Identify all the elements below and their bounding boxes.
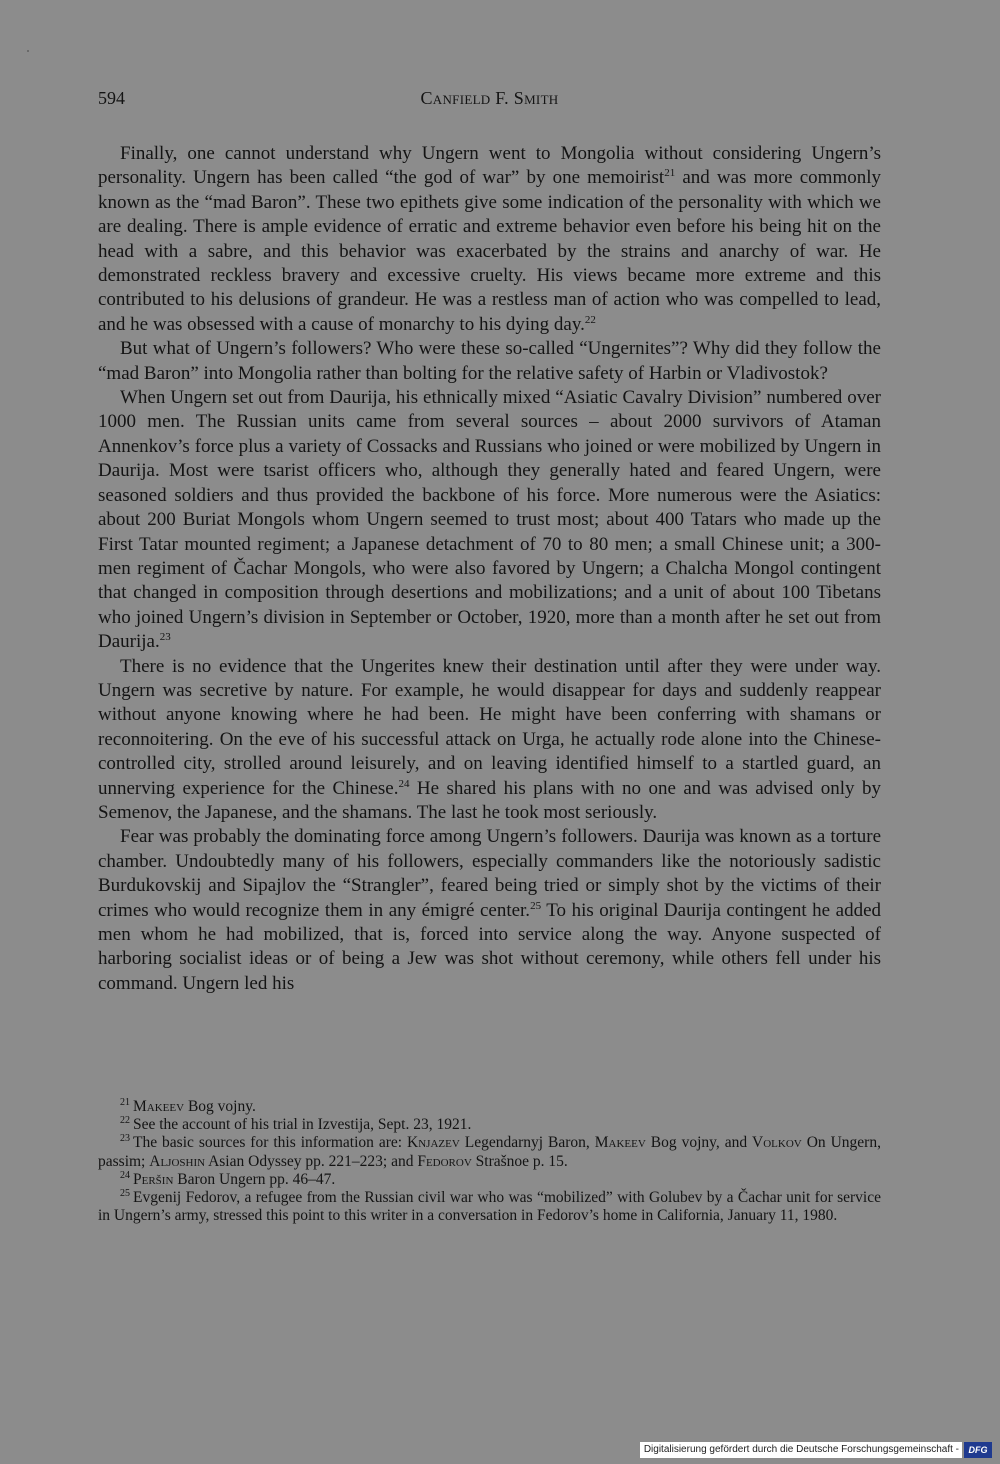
- text-run: Bog vojny.: [184, 1098, 256, 1115]
- page-number: 594: [98, 88, 125, 108]
- author-name: Knjazev: [407, 1134, 460, 1152]
- text-run: Legendarnyj Baron,: [459, 1134, 595, 1152]
- text-run: Strašnoe p. 15.: [471, 1152, 568, 1170]
- footnote: [98, 1171, 881, 1189]
- author-name: Fedorov: [417, 1152, 472, 1170]
- text-run: Evgenij Fedorov, a refugee from the Russian civil war who was “mobilized” with Golubev by a Čachar unit for service in Ungern’s army, stressed this point to this writer in a conversation in Fedorov’s home in California, January 11, 1980.: [98, 1189, 881, 1225]
- footnote-marker: 22: [584, 313, 596, 326]
- text-run: To his original Daurija contingent he added men whom he had mobilized, that is, forced into service along the way. Anyone suspected of harboring socialist ideas or of being a Jew was shot without ceremony, while others fell under his command. Ungern led his: [98, 899, 881, 994]
- author-name: Volkov: [752, 1134, 802, 1152]
- paragraph: [98, 337, 881, 386]
- footnote-marker: 25: [120, 1188, 130, 1200]
- text-run: On Ungern, passim;: [98, 1134, 881, 1170]
- main-text: [98, 142, 881, 996]
- text-run: The basic sources for this information are:: [133, 1134, 408, 1152]
- footnote-marker: 21: [120, 1097, 130, 1108]
- footnote: [98, 1189, 881, 1225]
- footnote-marker: 21: [664, 167, 676, 180]
- running-head: Canfield F. Smith: [420, 88, 559, 108]
- paragraph: [98, 655, 881, 826]
- scan-speck: [27, 50, 29, 52]
- paragraph: [98, 825, 881, 996]
- digitization-credit: Digitalisierung gefördert durch die Deutsche Forschungsgemeinschaft -: [640, 1442, 962, 1458]
- footnote: [98, 1134, 881, 1170]
- text-run: Bog vojny, and: [645, 1134, 753, 1152]
- text-run: and was more commonly known as the “mad Baron”. These two epithets give some indication of the personality with which we are dealing. There is ample evidence of erratic and extreme behavior even before his being hit on the head with a sabre, and this behavior was exacerbated by the strains and anarchy of war. He demonstrated reckless bravery and excessive cruelty. His views became more extreme and this contributed to his delusions of grandeur. He was a restless man of action who was compelled to lead, and he was obsessed with a cause of monarchy to his dying day.: [98, 167, 882, 335]
- footnote-marker: 23: [120, 1133, 130, 1145]
- footnotes: [98, 1098, 881, 1225]
- footnote-marker: 24: [398, 777, 410, 790]
- text-run: Fear was probably the dominating force among Ungern’s followers. Daurija was known as a torture chamber. Undoubtedly many of his followers, especially commanders like the notoriously sadistic Burdukovskij and Sipajlov the “Strangler”, feared being tried or simply shot by the victims of their crimes who would recognize them in any émigré center.: [98, 826, 881, 921]
- page-header: [98, 88, 881, 116]
- footnote-marker: 24: [120, 1169, 130, 1181]
- footnote-marker: 25: [530, 899, 542, 912]
- dfg-logo: DFG: [964, 1442, 992, 1458]
- text-run: He shared his plans with no one and was advised only by Semenov, the Japanese, and the shamans. The last he took most seriously.: [98, 777, 881, 823]
- author-name: Peršin: [133, 1170, 174, 1188]
- text-run: Finally, one cannot understand why Ungern went to Mongolia without considering Ungern’s personality. Ungern has been called “the god of war” by one memoirist: [98, 143, 881, 189]
- text-run: Asian Odyssey pp. 221–223; and: [205, 1152, 418, 1170]
- author-name: Aljoshin: [149, 1152, 206, 1170]
- text-run: When Ungern set out from Daurija, his ethnically mixed “Asiatic Cavalry Division” numbered over 1000 men. The Russian units came from several sources – about 2000 survivors of Ataman Annenkov’s force plus a variety of Cossacks and Russians who joined or were mobilized by Ungern in Daurija. Most were tsarist officers who, although they generally hated and feared Ungern, were seasoned soldiers and thus provided the backbone of his force. More numerous were the Asiatics: about 200 Buriat Mongols whom Ungern seemed to trust most; about 400 Tatars who made up the First Tatar mounted regiment; a Japanese detachment of 70 to 80 men; a small Chinese unit; a 300-men regiment of Čachar Mongols, who were also favored by Ungern; a Chalcha Mongol contingent that changed in composition through desertions and mobilizations; and a unit of about 100 Tibetans who joined Ungern’s division in September or October, 1920, more than a month after he set out from Daurija.: [98, 387, 881, 653]
- footnote-marker: 23: [159, 631, 171, 644]
- author-name: Makeev: [594, 1134, 646, 1152]
- text-run: Baron Ungern pp. 46–47.: [173, 1170, 336, 1188]
- author-name: Makeev: [133, 1098, 185, 1115]
- text-run: There is no evidence that the Ungerites knew their destination until after they were under way. Ungern was secretive by nature. For example, he would disappear for days and suddenly reappear without anyone knowing where he had been. He might have been conferring with shamans or reconnoitering. On the eve of his successful attack on Urga, he actually rode alone into the Chinese-controlled city, strolled around leisurely, and on leaving identified himself to a startled guard, an unnerving experience for the Chinese.: [98, 655, 881, 799]
- footnote-marker: 22: [120, 1115, 130, 1127]
- text-run: See the account of his trial in Izvestija, Sept. 23, 1921.: [133, 1116, 472, 1134]
- text-run: But what of Ungern’s followers? Who were these so-called “Ungernites”? Why did they follow the “mad Baron” into Mongolia rather than bolting for the relative safety of Harbin or Vladivostok?: [98, 338, 881, 384]
- paragraph: [98, 142, 881, 337]
- footnote: [98, 1098, 881, 1116]
- footnote: [98, 1116, 881, 1134]
- paragraph: [98, 386, 881, 654]
